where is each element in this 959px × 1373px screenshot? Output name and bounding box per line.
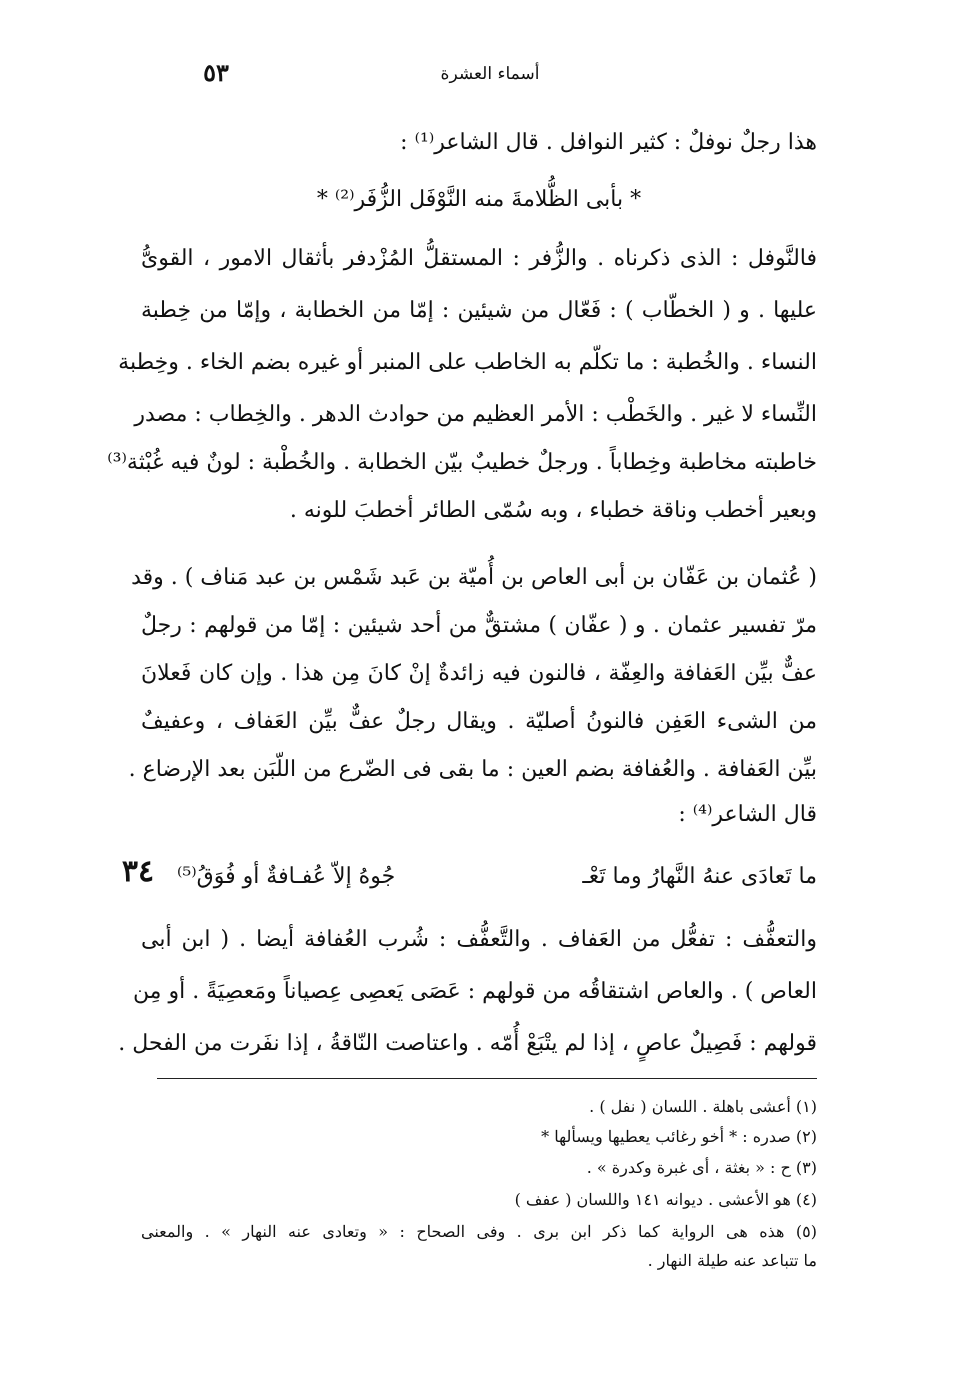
paragraph-line: قال الشاعر⁽⁴⁾ : bbox=[678, 802, 817, 827]
paragraph-line: النساء . والخُطبة : ما تكلّم به الخاطب على المنبر أو غيره بضم الخاء . وخِطبة bbox=[118, 350, 817, 375]
footnote-divider bbox=[157, 1078, 817, 1079]
running-header-title: أسماء العشرة bbox=[440, 64, 540, 84]
paragraph-line: العاص ) . والعاص اشتقاقُه من قولهم : عَصَى يَعصِى عِصياناً ومَعصِيَةً . أو مِن bbox=[132, 979, 817, 1004]
paragraph-line: بيِّن العَفافة . والعُفافة بضم العين : ما بقى فى الضّرع من اللّبَن بعد الإرضاع . bbox=[128, 757, 817, 782]
paragraph-line: هذا رجلٌ نوفلٌ : كثير النوافل . قال الشاعر⁽¹⁾ : bbox=[400, 130, 817, 155]
footnote-continuation: ما تتباعد عنه طيلة النهار . bbox=[647, 1251, 817, 1270]
verse-34 bbox=[177, 862, 817, 892]
paragraph-line: والتعفُّف : تفعُّل من العَفاف . والتَّعفُّف : شُرب العُفافة أيضا . ( ابن أبى bbox=[141, 927, 817, 952]
page-number: ٥٣ bbox=[203, 58, 229, 87]
footnote: (٣) ح : « بغثة ، أى غبرة وكدرة » . bbox=[586, 1158, 817, 1177]
paragraph-line: خاطبته مخاطبة وخِطاباً . ورجلٌ خطيبٌ بيّن الخطابة . والخُطْبة : لونٌ فيه غُبْثة⁽³⁾ bbox=[107, 450, 817, 475]
paragraph-line: مرّ تفسير عثمان . و ( عفّان ) مشتقٌّ من أحد شيئين : إمّا من قولهم : رجلٌ bbox=[141, 613, 817, 638]
paragraph-line: فالنَّوفل : الذى ذكرناه . والزُّفر : المستقلُّ المُزْدفر بأثقال الامور ، القوىُّ bbox=[141, 246, 817, 271]
paragraph-line: وبعير أخطب وناقة خطباء ، وبه سُمّى الطائر أخطبَ للونه . bbox=[289, 498, 817, 523]
verse-line: * بأبى الظُّلامةَ منه النَّوْفَل الزُّفَر⁽²⁾ * bbox=[316, 187, 642, 212]
paragraph-line: عليها . و ( الخطّاب ) : فَعّال من شيئين : إمّا من الخطابة ، وإمّا من خِطبة bbox=[141, 298, 817, 323]
paragraph-line: قولهم : فَصِيلٌ عاصٍ ، إذا لم يتْبَعْ أُمّه . واعتاصت النّاقةُ ، إذا نفَرت من الفحل . bbox=[118, 1031, 817, 1056]
paragraph-line: ( عُثمان بن عَفّان بن أبى العاص بن أُميّة بن عَبد شَمْس بن عبد مَناف ) . وقد bbox=[131, 565, 817, 590]
verse-hemistich-2: جُوهُ إلاّ عُفـافةٌ أو فُوَقُ⁽⁵⁾ bbox=[177, 864, 396, 889]
footnote: (١) أعشى باهلة . اللسان ( نفل ) . bbox=[589, 1097, 817, 1116]
paragraph-line: من الشىء العَفِن فالنونُ أصليّة . ويقال رجلٌ عفٌّ بيِّن العَفاف ، وعفيفٌ bbox=[141, 709, 817, 734]
footnote: (٤) هو الأعشى . ديوانه ١٤١ واللسان ( عفف ) bbox=[514, 1190, 817, 1209]
paragraph-line: النِّساء لا غير . والخَطْب : الأمر العظيم من حوادث الدهر . والخِطاب : مصدر bbox=[134, 402, 817, 427]
verse-hemistich-1: ما تَعادَى عنهُ النَّهارُ وما تَعْـ bbox=[582, 864, 817, 889]
paragraph-line: عفٌّ بيِّن العَفافة والعِفّة ، فالنون فيه زائدةٌ إنْ كانَ مِن هذا . وإن كان فَعلانَ bbox=[141, 661, 817, 686]
footnote: (٥) هذه هى الرواية كما ذكر ابن برى . وفى الصحاح : « وتعادى عنه النهار » . والمعنى bbox=[141, 1222, 817, 1241]
footnote: (٢) صدره : * أخو رغائب يعطيها ويسألها * bbox=[541, 1127, 817, 1146]
verse-number: ٣٤ bbox=[121, 854, 155, 889]
